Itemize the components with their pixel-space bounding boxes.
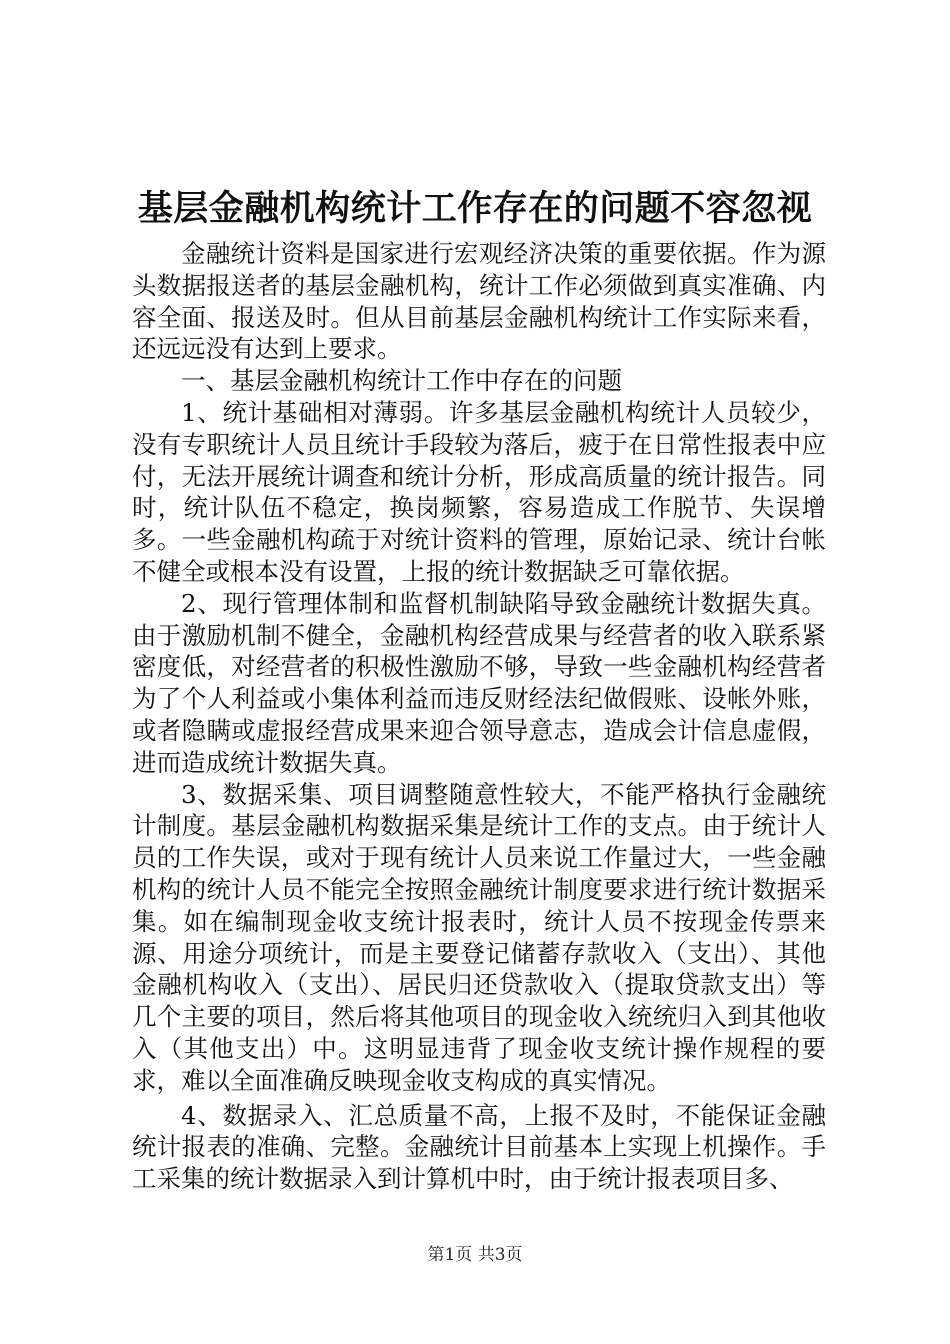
document-body — [132, 238, 826, 1195]
paragraph-item-4: 4、数据录入、汇总质量不高，上报不及时，不能保证金融统计报表的准确、完整。金融统计目前基本上实现上机操作。手工采集的统计数据录入到计算机中时，由于统计报表项目多、 — [132, 1100, 826, 1194]
page-number-footer: 第1页 共3页 — [427, 1245, 523, 1265]
paragraph-item-1: 1、统计基础相对薄弱。许多基层金融机构统计人员较少，没有专职统计人员且统计手段较为落后，疲于在日常性报表中应付，无法开展统计调查和统计分析，形成高质量的统计报告。同时，统计队伍不稳定，换岗频繁，容易造成工作脱节、失误增多。一些金融机构疏于对统计资料的管理，原始记录、统计台帐不健全或根本没有设置，上报的统计数据缺乏可靠依据。 — [132, 397, 826, 586]
paragraph-intro: 金融统计资料是国家进行宏观经济决策的重要依据。作为源头数据报送者的基层金融机构，统计工作必须做到真实准确、内容全面、报送及时。但从目前基层金融机构统计工作实际来看，还远远没有达到上要求。 — [132, 239, 826, 364]
section-heading: 一、基层金融机构统计工作中存在的问题 — [181, 366, 622, 396]
document-title: 基层金融机构统计工作存在的问题不容忽视 — [137, 188, 813, 229]
paragraph-item-3: 3、数据采集、项目调整随意性较大，不能严格执行金融统计制度。基层金融机构数据采集是统计工作的支点。由于统计人员的工作失误，或对于现有统计人员来说工作量过大，一些金融机构的统计人员不能完全按照金融统计制度要求进行统计数据采集。如在编制现金收支统计报表时，统计人员不按现金传票来源、用途分项统计，而是主要登记储蓄存款收入（支出）、其他金融机构收入（支出）、居民归还贷款收入（提取贷款支出）等几个主要的项目，然后将其他项目的现金收入统统归入到其他收入（其他支出）中。这明显违背了现金收支统计操作规程的要求，难以全面准确反映现金收支构成的真实情况。 — [132, 779, 826, 1095]
paragraph-item-2: 2、现行管理体制和监督机制缺陷导致金融统计数据失真。由于激励机制不健全，金融机构经营成果与经营者的收入联系紧密度低，对经营者的积极性激励不够，导致一些金融机构经营者为了个人利益或小集体利益而违反财经法纪做假账、设帐外账，或者隐瞒或虚报经营成果来迎合领导意志，造成会计信息虚假，进而造成统计数据失真。 — [132, 588, 826, 777]
